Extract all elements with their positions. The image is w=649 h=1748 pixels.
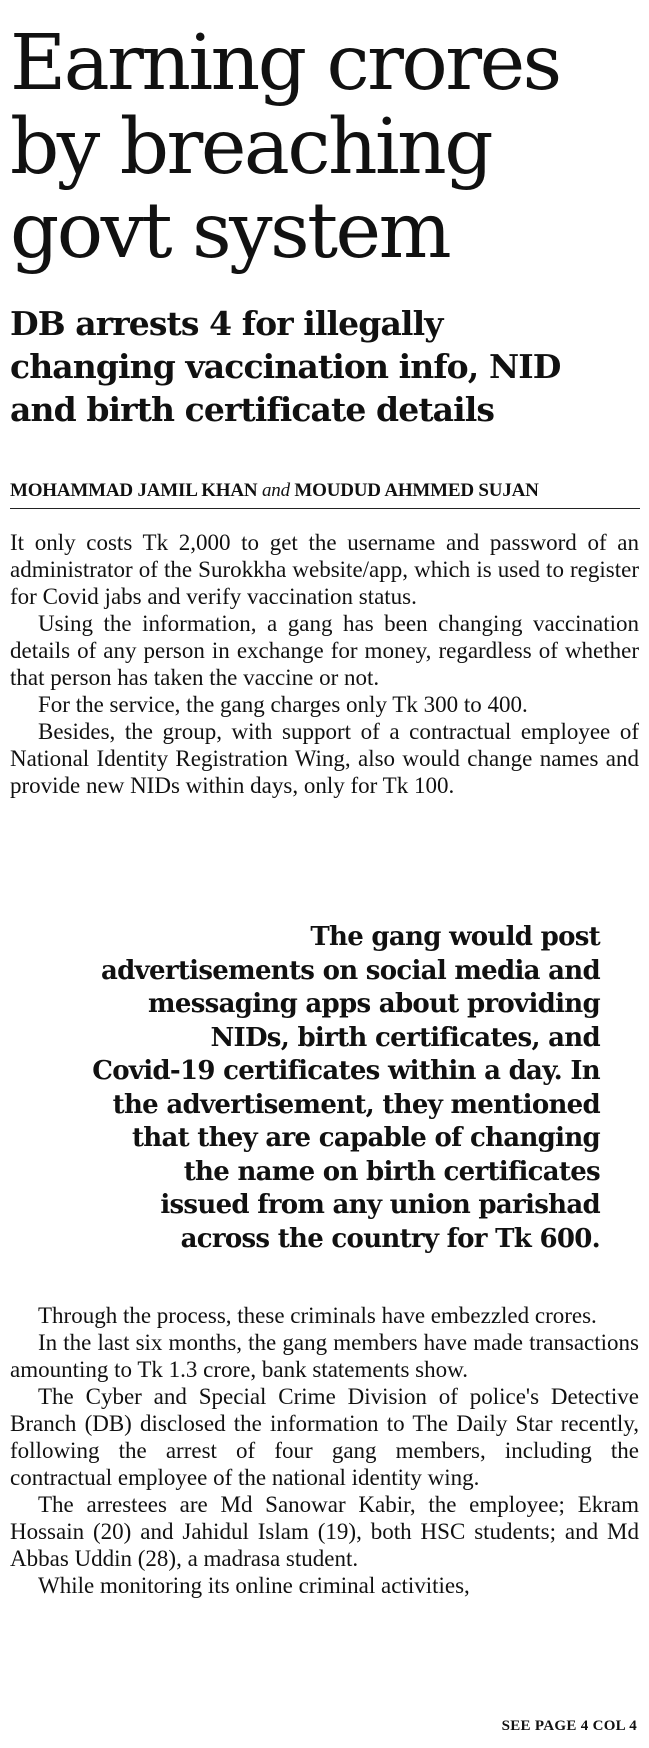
byline-author: MOUDUD AHMMED SUJAN: [294, 480, 539, 501]
paragraph: While monitoring its online criminal activities,: [38, 1573, 470, 1598]
headline-line: govt system: [10, 187, 450, 276]
paragraph: In the last six months, the gang members have made transactions amounting to Tk 1.3 crore, bank statements show.: [10, 1330, 639, 1382]
paragraph: Using the information, a gang has been changing vaccination details of any person in exchange for money, regardless of whether that person has taken the vaccine or not.: [10, 611, 639, 690]
pull-quote-line: the advertisement, they mentioned: [112, 1089, 600, 1120]
pull-quote-line: that they are capable of changing: [131, 1123, 600, 1153]
article-body-bottom: [10, 1302, 639, 1599]
paragraph: The Cyber and Special Crime Division of police's Detective Branch (DB) disclosed the information to The Daily Star recently, following the arrest of four gang members, including the contractual employee of the national identity wing.: [10, 1384, 639, 1490]
paragraph: Through the process, these criminals have embezzled crores.: [38, 1303, 597, 1328]
continuation-link[interactable]: SEE PAGE 4 COL 4: [501, 1718, 637, 1734]
subheadline: [10, 302, 640, 431]
pull-quote-line: advertisements on social media and: [101, 955, 600, 986]
pull-quote-line: the name on birth certificates: [183, 1156, 600, 1187]
paragraph: The arrestees are Md Sanowar Kabir, the employee; Ekram Hossain (20) and Jahidul Islam (19), both HSC students; and Md Abbas Uddin (28), a madrasa student.: [10, 1492, 639, 1571]
paragraph: Besides, the group, with support of a contractual employee of National Identity Registration Wing, also would change names and provide new NIDs within days, only for Tk 100.: [10, 719, 639, 798]
pull-quote-line: Covid-19 certificates within a day. In: [92, 1056, 600, 1086]
headline-line: Earning crores: [10, 19, 560, 108]
pull-quote-line: messaging apps about providing: [148, 989, 600, 1019]
pull-quote-line: The gang would post: [310, 922, 600, 952]
headline-line: by breaching: [10, 103, 492, 192]
pull-quote-line: NIDs, birth certificates, and: [210, 1022, 600, 1053]
subheadline-line: and birth certificate details: [10, 390, 495, 429]
paragraph: For the service, the gang charges only Tk 300 to 400.: [38, 692, 528, 717]
byline: [10, 480, 640, 509]
pull-quote-line: across the country for Tk 600.: [180, 1223, 600, 1254]
byline-author: MOHAMMAD JAMIL KHAN: [10, 480, 258, 501]
pull-quote-line: issued from any union parishad: [160, 1190, 600, 1220]
pull-quote: [40, 921, 600, 1256]
byline-joiner: and: [261, 480, 295, 501]
subheadline-line: changing vaccination info, NID: [10, 347, 561, 386]
subheadline-line: DB arrests 4 for illegally: [10, 304, 443, 343]
paragraph: It only costs Tk 2,000 to get the username and password of an administrator of the Surokkha website/app, which is used to register for Covid jabs and verify vaccination status.: [10, 530, 639, 609]
headline: [10, 19, 640, 276]
article-body-top: [10, 529, 639, 799]
